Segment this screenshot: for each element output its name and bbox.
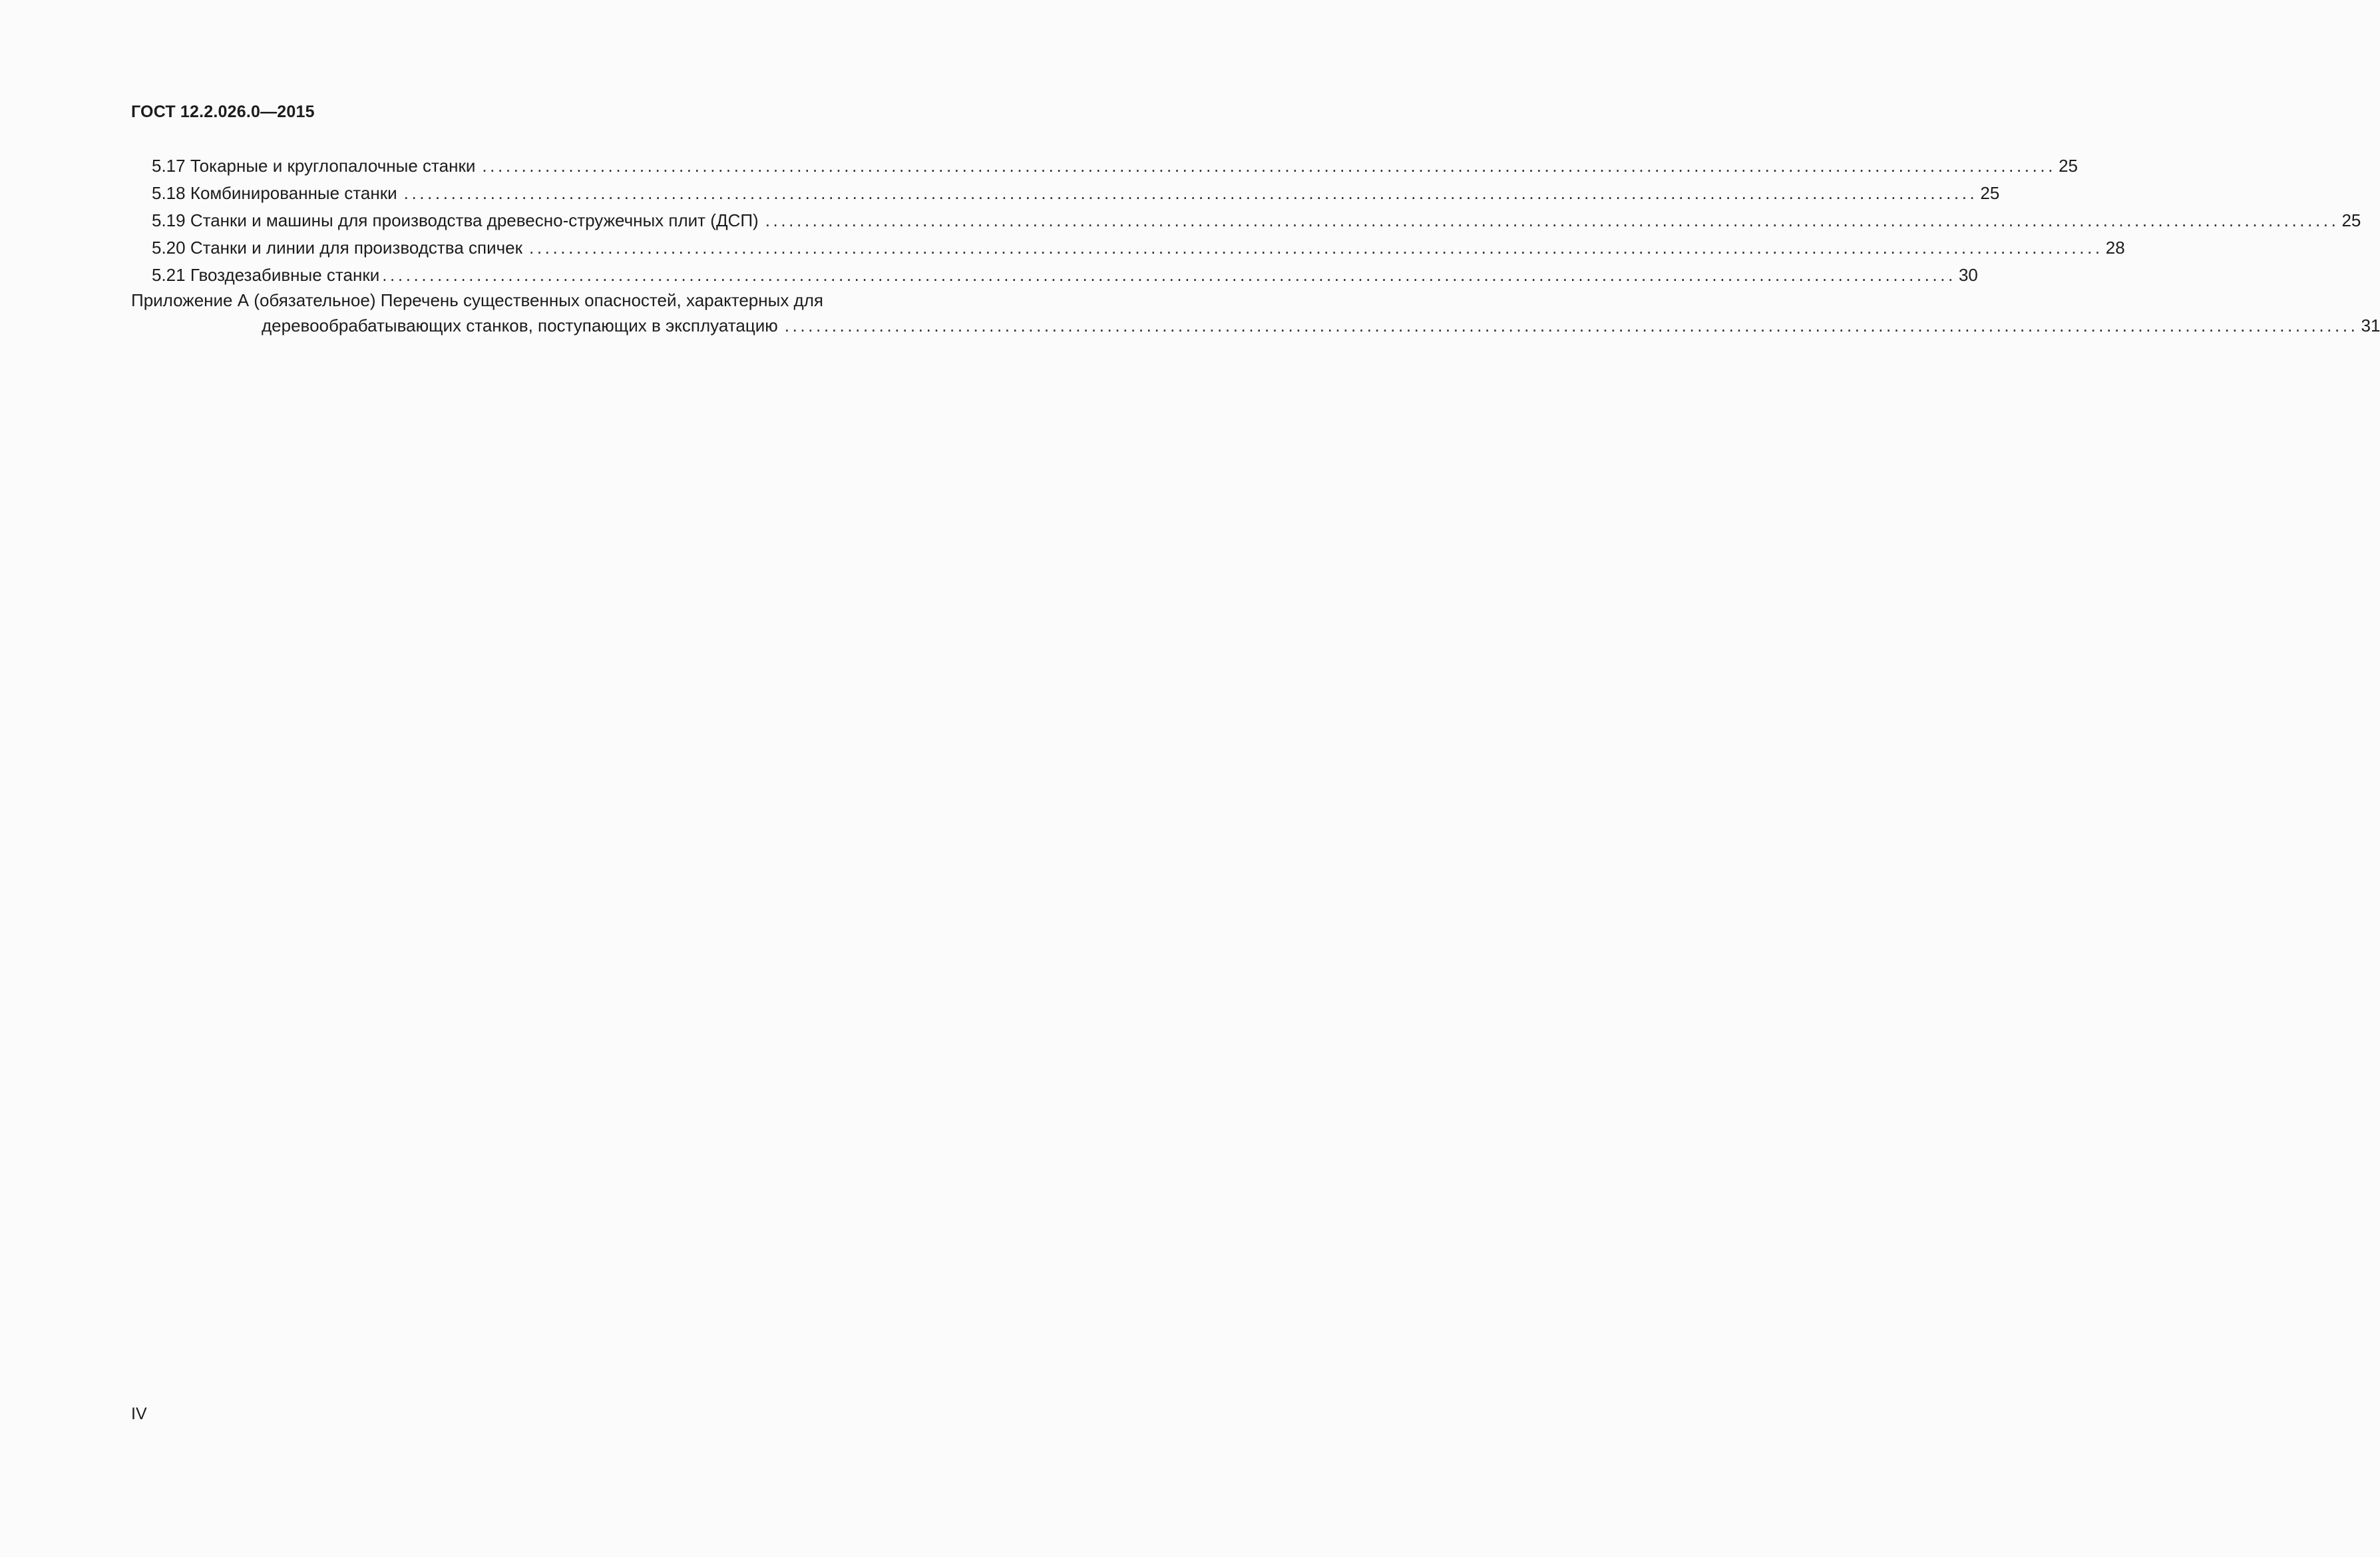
dot-leader: ........................................................................................................................................................................................................ xyxy=(382,265,1956,285)
standard-designation: ГОСТ 12.2.026.0—2015 xyxy=(131,103,315,121)
table-of-contents xyxy=(131,152,2380,339)
dot-leader: ........................................................................................................................................................................................................ xyxy=(482,156,2057,176)
dot-leader: ........................................................................................................................................................................................................ xyxy=(765,210,2339,230)
document-header xyxy=(131,101,315,123)
toc-item-5-21[interactable] xyxy=(131,262,1978,289)
toc-item-5-18[interactable] xyxy=(131,180,2000,207)
toc-item-page: 25 xyxy=(2341,210,2361,230)
toc-item-page: 25 xyxy=(2059,156,2079,176)
toc-item-5-20[interactable] xyxy=(131,234,2125,262)
dot-leader: ........................................................................................................................................................................................................ xyxy=(403,183,1978,203)
dot-leader: ........................................................................................................................................................................................................ xyxy=(784,316,2359,335)
page-number: IV xyxy=(131,1405,147,1423)
appendix-title-line-2-row xyxy=(131,312,2380,339)
appendix-title-line-2: деревообрабатывающих станков, поступающих в эксплуатацию xyxy=(262,316,778,335)
toc-item-page: 30 xyxy=(1958,265,1978,285)
toc-item-5-19[interactable] xyxy=(131,207,2361,234)
appendix-title-line-1: Приложение А (обязательное) Перечень существенных опасностей, характерных для xyxy=(131,290,823,310)
toc-item-title: 5.18 Комбинированные станки xyxy=(152,183,397,203)
toc-item-title: 5.19 Станки и машины для производства древесно-стружечных плит (ДСП) xyxy=(152,210,759,230)
toc-item-page: 25 xyxy=(1980,183,2000,203)
toc-item-page: 31 xyxy=(2361,316,2380,335)
toc-item-title: 5.17 Токарные и круглопалочные станки xyxy=(152,156,476,176)
toc-item-title: 5.21 Гвоздезабивные станки xyxy=(152,265,380,285)
toc-item-5-17[interactable] xyxy=(131,152,2079,180)
toc-item-title: 5.20 Станки и линии для производства спичек xyxy=(152,238,522,258)
toc-item-page: 28 xyxy=(2105,238,2125,258)
toc-item-appendix-a[interactable] xyxy=(131,289,2380,339)
dot-leader: ........................................................................................................................................................................................................ xyxy=(529,238,2103,258)
